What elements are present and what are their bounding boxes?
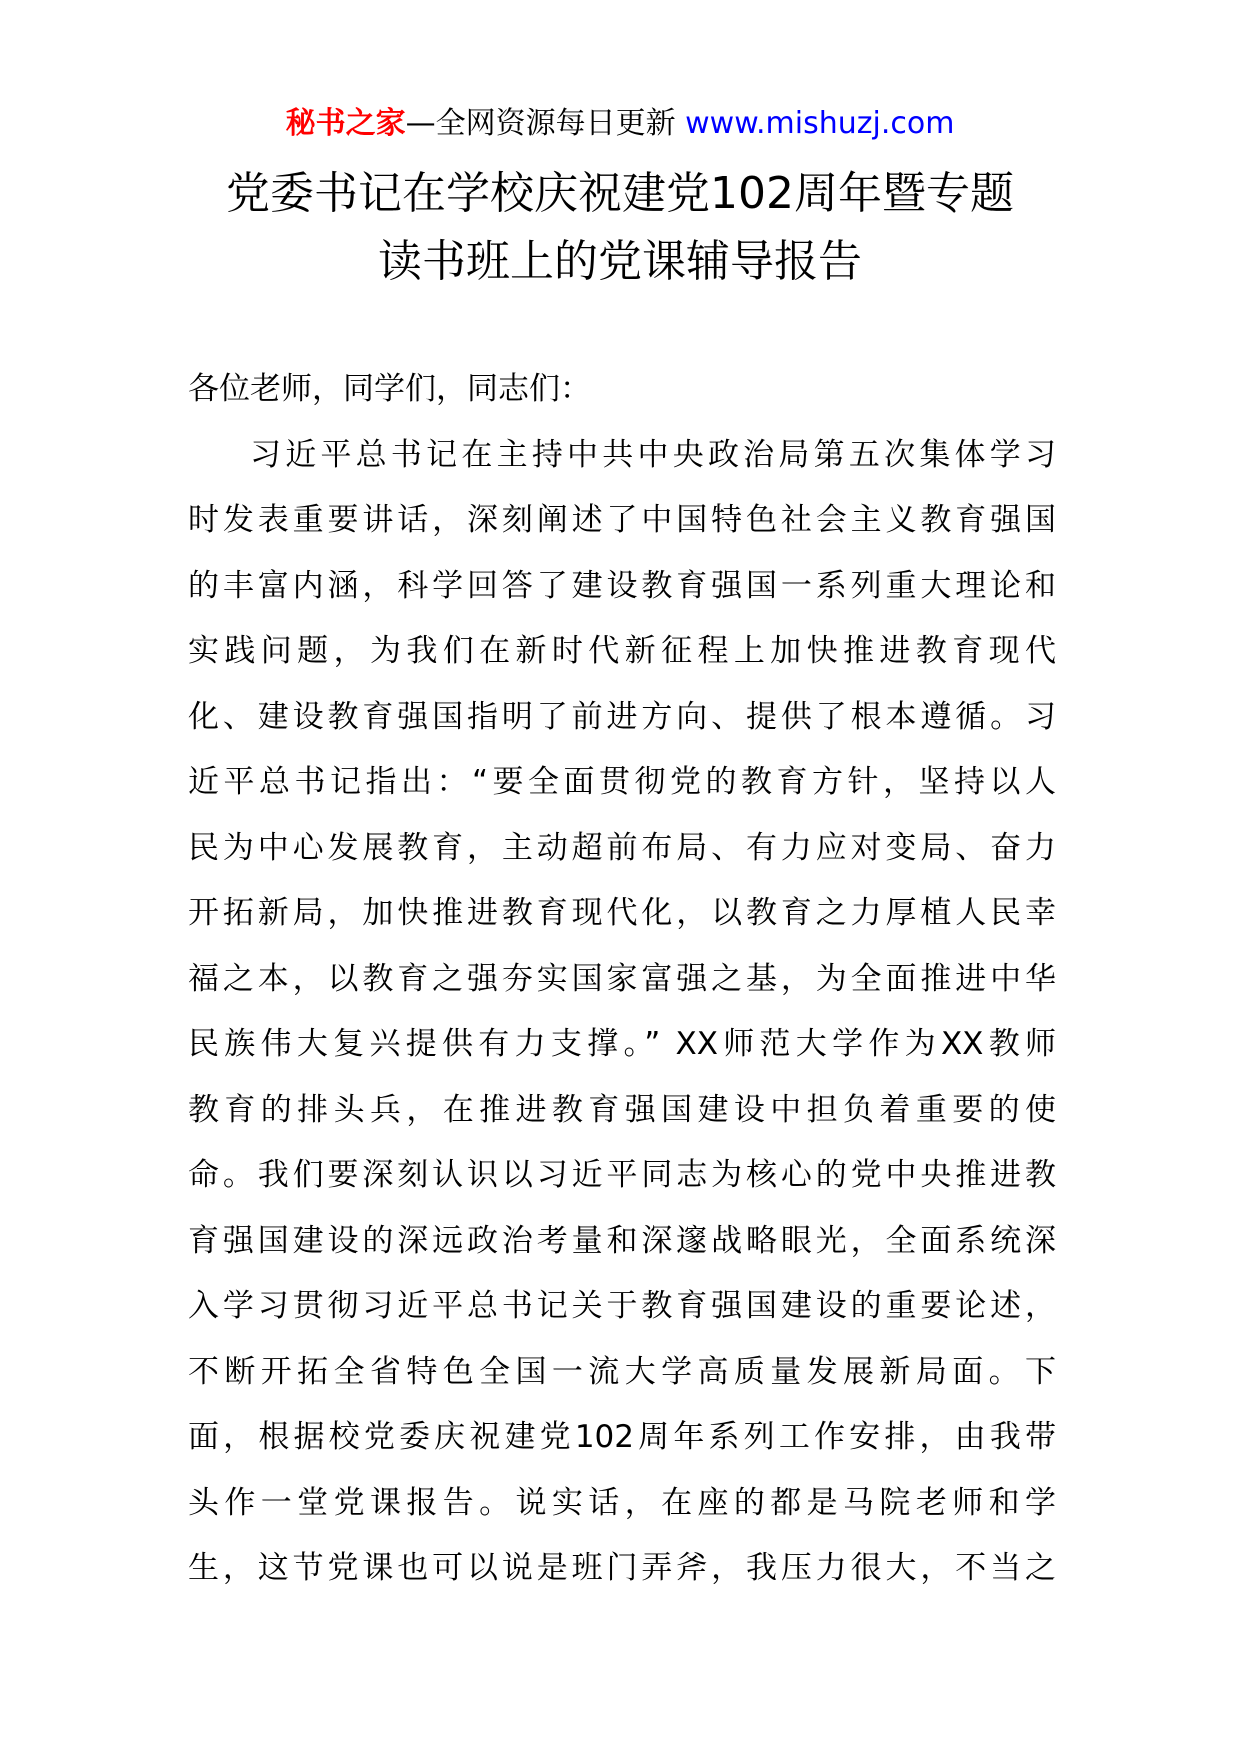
header-slogan: —全网资源每日更新 (405, 106, 686, 141)
paragraph-line: 不断开拓全省特色全国一流大学高质量发展新局面。下 (188, 1353, 1056, 1390)
document-title (120, 160, 1120, 296)
paragraph-line: 生，这节党课也可以说是班门弄斧，我压力很大，不当之 (188, 1550, 1056, 1586)
site-url-link[interactable]: www.mishuzj.com (685, 106, 955, 141)
paragraph-line: 育强国建设的深远政治考量和深邃战略眼光，全面系统深 (188, 1222, 1056, 1259)
paragraph-line: 命。我们要深刻认识以习近平同志为核心的党中央推进教 (188, 1157, 1056, 1193)
paragraph-line: 头作一堂党课报告。说实话，在座的都是马院老师和学 (188, 1484, 1056, 1521)
paragraph-line: 民为中心发展教育，主动超前布局、有力应对变局、奋力 (188, 829, 1056, 866)
title-line-2: 读书班上的党课辅导报告 (378, 236, 862, 287)
paragraph-line: 教育的排头兵，在推进教育强国建设中担负着重要的使 (188, 1091, 1056, 1128)
site-header (0, 100, 1240, 148)
paragraph-line: 福之本，以教育之强夯实国家富强之基，为全面推进中华 (188, 960, 1056, 997)
salutation: 各位老师，同学们，同志们： (188, 371, 591, 407)
document-body (188, 357, 1056, 1602)
paragraph-line: 近平总书记指出：“要全面贯彻党的教育方针，坚持以人 (188, 764, 1056, 800)
paragraph-line: 时发表重要讲话，深刻阐述了中国特色社会主义教育强国 (188, 502, 1056, 538)
paragraph-line: 入学习贯彻习近平总书记关于教育强国建设的重要论述， (188, 1288, 1056, 1324)
paragraph-line: 开拓新局，加快推进教育现代化，以教育之力厚植人民幸 (188, 895, 1056, 931)
body-paragraph (188, 423, 1056, 1602)
paragraph-line: 化、建设教育强国指明了前进方向、提供了根本遵循。习 (188, 698, 1056, 735)
paragraph-line: 面，根据校党委庆祝建党102周年系列工作安排，由我带 (188, 1419, 1056, 1455)
paragraph-line: 实践问题，为我们在新时代新征程上加快推进教育现代 (188, 633, 1056, 669)
title-line-1: 党委书记在学校庆祝建党102周年暨专题 (226, 168, 1014, 219)
paragraph-line: 的丰富内涵，科学回答了建设教育强国一系列重大理论和 (188, 567, 1056, 604)
paragraph-line: 习近平总书记在主持中共中央政治局第五次集体学习 (250, 436, 1056, 473)
brand-name: 秘书之家 (285, 106, 406, 141)
paragraph-line: 民族伟大复兴提供有力支撑。” XX师范大学作为XX教师 (188, 1026, 1056, 1062)
